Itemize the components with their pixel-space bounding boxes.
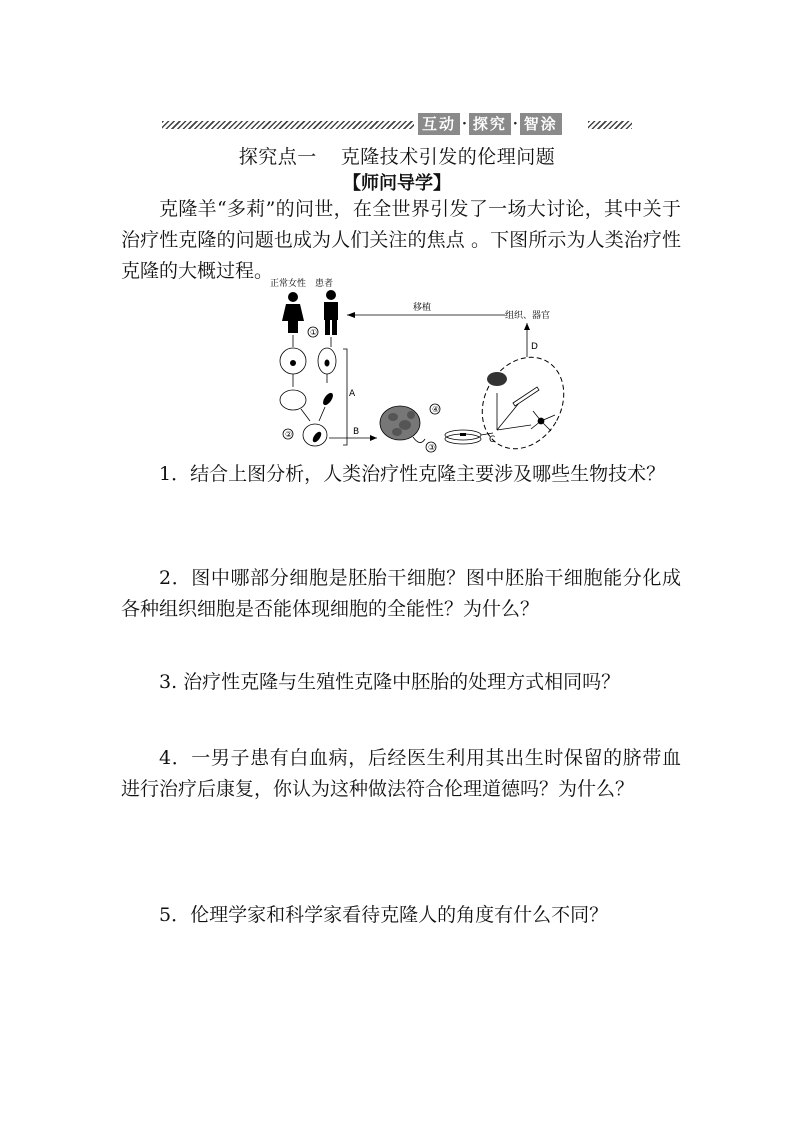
label-transplant: 移植 bbox=[413, 303, 432, 313]
banner-separator-1: · bbox=[462, 116, 467, 132]
step-3-label: ③ bbox=[428, 443, 436, 452]
section-title-label: 探究点一 bbox=[238, 146, 317, 168]
isolated-nucleus bbox=[321, 391, 335, 406]
question-1: 1．结合上图分析，人类治疗性克隆主要涉及哪些生物技术？ bbox=[159, 463, 666, 485]
step-1-label: ① bbox=[310, 328, 318, 337]
section-title-topic: 克隆技术引发的伦理问题 bbox=[340, 146, 556, 168]
banner-part-1: 互动 bbox=[418, 113, 460, 135]
question-3: 3. 治疗性克隆与生殖性克隆中胚胎的处理方式相同吗？ bbox=[159, 671, 621, 693]
red-blood-cell bbox=[487, 372, 507, 386]
label-c: C bbox=[489, 435, 496, 445]
intro-paragraph: 克隆羊“多莉”的问世，在全世界引发了一场大讨论，其中关于治疗性克隆的问题也成为人们关注的焦点 。下图所示为人类治疗性克隆的大概过程。 bbox=[121, 198, 681, 282]
label-a: A bbox=[349, 389, 356, 399]
banner-separator-2: · bbox=[512, 116, 518, 132]
question-2: 2．图中哪部分细胞是胚胎干细胞？图中胚胎干细胞能分化成各种组织细胞是否能体现细胞的全能性？为什么？ bbox=[121, 567, 681, 620]
section-title bbox=[0, 142, 794, 169]
female-figure-icon bbox=[282, 292, 304, 333]
question-4: 4．一男子患有白血病，后经医生利用其出生时保留的脐带血进行治疗后康复，你认为这种做法符合伦理道德吗？为什么？ bbox=[121, 747, 681, 800]
subtitle: 【师问导学】 bbox=[343, 173, 451, 194]
label-d: D bbox=[531, 342, 538, 352]
section-banner bbox=[162, 113, 632, 135]
muscle-cell bbox=[513, 387, 539, 406]
banner-part-2: 探究 bbox=[469, 113, 511, 135]
banner-hatch-right bbox=[588, 121, 632, 129]
label-tissue-organ: 组织、器官 bbox=[505, 311, 551, 321]
male-patient-figure-icon bbox=[324, 290, 338, 335]
step-4-label: ④ bbox=[432, 405, 440, 414]
label-b: B bbox=[353, 427, 360, 437]
question-5: 5．伦理学家和科学家看待克隆人的角度有什么不同？ bbox=[159, 904, 609, 926]
enucleated-oocyte bbox=[280, 390, 306, 410]
banner-part-3: 智涂 bbox=[520, 113, 562, 135]
banner-hatch-left bbox=[162, 121, 414, 129]
therapeutic-cloning-diagram bbox=[265, 275, 575, 455]
nerve-cell bbox=[531, 411, 555, 431]
blastocyst-embryo bbox=[380, 406, 420, 440]
banner-labels bbox=[418, 113, 562, 135]
label-normal-female: 正常女性 bbox=[270, 279, 307, 289]
step-2-label: ② bbox=[285, 430, 293, 439]
culture-dish bbox=[445, 430, 481, 444]
bracket-a bbox=[343, 349, 347, 445]
label-patient: 患者 bbox=[315, 279, 334, 289]
